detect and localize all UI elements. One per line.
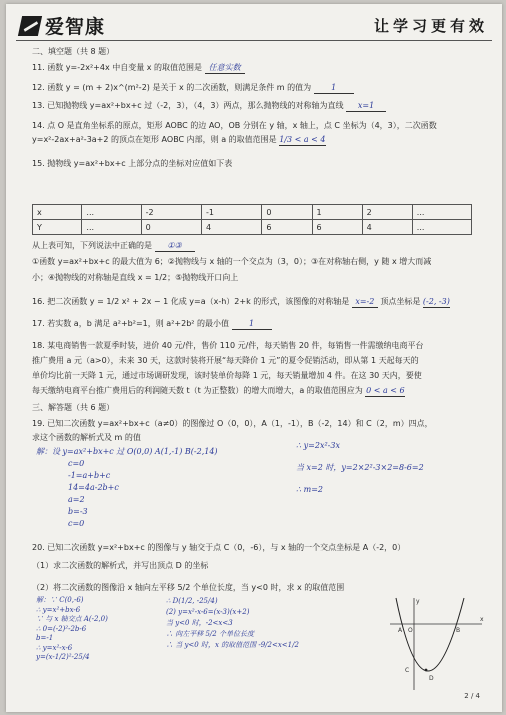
table-cell: ...	[412, 205, 471, 220]
q13	[32, 100, 386, 112]
q15-options-line2: 小；④抛物线的对称轴是直线 x = 1/2；⑤抛物线开口向上	[32, 273, 239, 282]
q14-text: y=x²-2ax+a²-3a+2 的顶点在矩形 AOBC 内部，则 a 的取值范围是	[32, 135, 277, 144]
table-cell: 6	[262, 220, 312, 235]
work-line: ∴ y=x²+bx-6	[36, 605, 81, 614]
table-row	[33, 220, 472, 235]
table-cell: 0	[141, 220, 201, 235]
q15-answer: ①③	[155, 240, 195, 252]
q12-text: 12. 函数 y = (m + 2)x^(m²-2) 是关于 x 的二次函数，则满足条件 m 的值为	[32, 83, 312, 92]
table-cell: ...	[412, 220, 471, 235]
q20-line1: 20. 已知二次函数 y=x²+bx+c 的图像与 y 轴交于点 C（0，-6），与 x 轴的一个交点坐标是 A（-2，0）	[32, 543, 406, 552]
work-line: a=2	[68, 495, 85, 504]
q18-line4	[32, 385, 405, 397]
q16-axis-answer: x=-2	[352, 296, 378, 308]
table-cell: 4	[202, 220, 262, 235]
work-line: ∴ 向左平移 5/2 个单位长度	[166, 630, 254, 638]
slogan: 让学习更有效	[373, 17, 488, 35]
q17-text: 17. 若实数 a，b 满足 a²+b²=1，则 a²+2b² 的最小值	[32, 319, 230, 328]
work-line: ∴ y=2x²-3x	[296, 441, 340, 450]
q20-part2: （2）将二次函数的图像沿 x 轴向左平移 5/2 个单位长度，当 y<0 时，求 x 的取值范围	[32, 583, 345, 592]
work-line: ∴ y=x²-x-6	[36, 643, 73, 652]
work-line: 解：∵ C(0,-6)	[36, 596, 84, 604]
q19-handwritten-result	[296, 440, 496, 496]
q18-line2: 推广费用 a 元（a>0），未来 30 天，这款时装将开展“每天降价 1 元”的夏令促销活动，即从第 1 天起每天的	[32, 356, 419, 365]
work-line: -1=a+b+c	[68, 471, 111, 480]
table-cell: -2	[141, 205, 201, 220]
q11	[32, 62, 245, 74]
q20-handwritten-work-1	[36, 596, 186, 663]
work-line: c=0	[68, 519, 85, 528]
q20-handwritten-work-2	[166, 596, 386, 651]
q18-text: 每天缴纳电商平台推广费用后的利润随天数 t（t 为正整数）的增大而增大，a 的取值范围应为	[32, 386, 363, 395]
work-line: 14=4a-2b+c	[68, 483, 119, 492]
point-b-label: B	[456, 627, 461, 634]
q19-line2: 求这个函数的解析式及 m 的值	[32, 433, 141, 442]
table-cell: 1	[312, 205, 362, 220]
q12-answer: 1	[314, 82, 354, 94]
table-cell: -1	[202, 205, 262, 220]
q11-text: 11. 函数 y=-2x²+4x 中自变量 x 的取值范围是	[32, 63, 203, 72]
q19-line1: 19. 已知二次函数 y=ax²+bx+c（a≠0）的图像过 O（0，0），A（1，-1），B（-2，14）和 C（2，m）四点，	[32, 419, 433, 428]
work-line: 当 x=2 时，y=2×2²-3×2=8-6=2	[296, 463, 424, 472]
table-cell: ...	[82, 205, 141, 220]
q15-table	[32, 204, 472, 235]
work-line: ∵ 与 x 轴交点 A(-2,0)	[36, 615, 108, 623]
q18-answer: 0 < a < 6	[366, 386, 405, 395]
x-axis-label: x	[480, 616, 484, 623]
q13-answer: x=1	[346, 100, 386, 112]
vertex-point	[425, 669, 428, 672]
q15-intro: 15. 抛物线 y=ax²+bx+c 上部分点的坐标对应值如下表	[32, 159, 233, 168]
work-line: ∴ m=2	[296, 485, 324, 494]
work-line: b=-3	[68, 507, 88, 516]
point-a-label: A	[398, 627, 403, 634]
work-line: b=-1	[36, 634, 54, 642]
point-d-label: D	[429, 675, 434, 682]
q14-line1: 14. 点 O 是直角坐标系的原点，矩形 AOBC 的边 AO，OB 分别在 y 轴，x 轴上，点 C 坐标为（4，3），二次函数	[32, 121, 437, 130]
table-cell: Y	[33, 220, 82, 235]
work-line: 解：设 y=ax²+bx+c 过 O(0,0) A(1,-1) B(-2,14)	[36, 447, 218, 456]
work-line: c=0	[68, 459, 85, 468]
q16-mid: 顶点坐标是	[380, 297, 421, 306]
q12	[32, 82, 354, 94]
q17	[32, 318, 272, 330]
table-cell: ...	[82, 220, 141, 235]
brand-logo	[20, 12, 105, 39]
table-cell: 0	[262, 205, 312, 220]
q15-question	[32, 240, 195, 252]
q17-answer: 1	[232, 318, 272, 330]
work-line: (2) y=x²-x-6=(x-3)(x+2)	[166, 608, 250, 616]
table-cell: x	[33, 205, 82, 220]
table-cell: 4	[362, 220, 412, 235]
logo-icon	[18, 16, 42, 36]
q14-answer: 1/3 < a < 4	[279, 135, 326, 144]
worksheet-page	[6, 4, 502, 712]
q16-vertex-answer: (-2, -3)	[422, 297, 450, 306]
table-cell: 6	[312, 220, 362, 235]
section2-title: 二、填空题（共 8 题）	[32, 47, 115, 56]
y-axis-label: y	[416, 598, 420, 605]
table-cell: 2	[362, 205, 412, 220]
q15-after: 从上表可知，下列说法中正确的是	[32, 241, 152, 250]
q16-text: 16. 把二次函数 y = 1/2 x² + 2x − 1 化成 y=a（x-h）2+k 的形式，该图像的对称轴是	[32, 297, 350, 306]
parabola-graph	[386, 594, 486, 694]
work-line: y=(x-1/2)²-25/4	[36, 653, 90, 661]
q16	[32, 296, 450, 308]
section3-title: 三、解答题（共 6 题）	[32, 403, 115, 412]
work-line: ∴ 当 y<0 时，x 的取值范围 -9/2<x<1/2	[166, 641, 299, 649]
origin-label: O	[408, 627, 413, 634]
page-header	[6, 4, 502, 44]
logo-text: 爱智康	[45, 16, 106, 38]
header-divider	[16, 40, 492, 41]
q19-handwritten-work	[36, 446, 336, 530]
page-number: 2 / 4	[464, 692, 480, 700]
q20-part1: （1）求二次函数的解析式，并写出顶点 D 的坐标	[32, 561, 209, 570]
work-line: ∴ 0=(-2)²-2b-6	[36, 624, 87, 633]
q11-answer: 任意实数	[205, 62, 245, 74]
parabola-curve	[396, 598, 464, 671]
q15-options-line1: ①函数 y=ax²+bx+c 的最大值为 6；②抛物线与 x 轴的一个交点为（3，0）；③在对称轴右侧，y 随 x 增大而减	[32, 257, 432, 266]
work-line: ∴ D(1/2, -25/4)	[166, 597, 218, 605]
q18-line1: 18. 某电商销售一款夏季时装，进价 40 元/件，售价 110 元/件，每天销售 20 件，每销售一件需缴纳电商平台	[32, 341, 424, 350]
table-row	[33, 205, 472, 220]
q13-text: 13. 已知抛物线 y=ax²+bx+c 过（-2，3），（4，3）两点，那么抛物线的对称轴为直线	[32, 101, 344, 110]
q18-line3: 单价均比前一天降 1 元，通过市场调研发现，该时装单价每降 1 元，每天销量增加 4 件。在这 30 天内，要使	[32, 371, 422, 380]
q14-line2	[32, 134, 326, 146]
work-line: 当 y<0 时，-2<x<3	[166, 619, 233, 627]
point-c-label: C	[405, 667, 410, 674]
